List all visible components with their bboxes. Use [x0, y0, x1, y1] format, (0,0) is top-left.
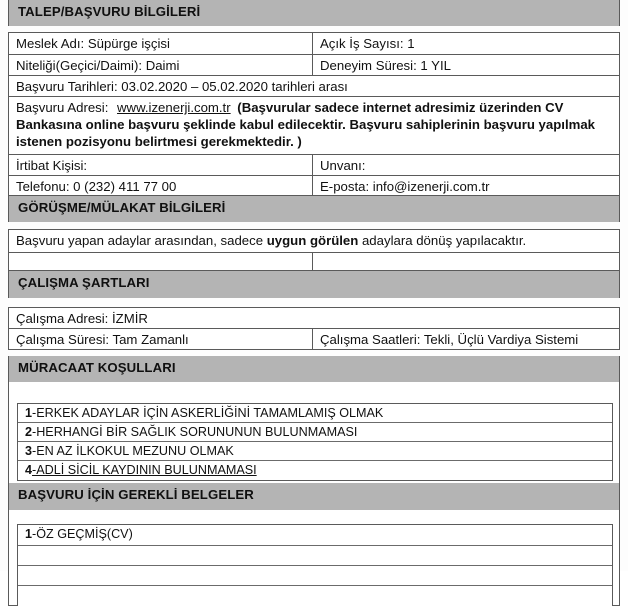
work-hours-value: Çalışma Saatleri: Tekli, Üçlü Vardiya Sistemi — [320, 332, 579, 347]
section-header-request-label: TALEP/BAŞVURU BİLGİLERİ — [18, 4, 201, 19]
row-interview-note — [8, 229, 620, 252]
section-header-application-conditions — [8, 356, 620, 382]
required-documents-area — [8, 524, 620, 606]
list-item-text: -EN AZ İLKOKUL MEZUNU OLMAK — [32, 444, 234, 458]
application-address-label: Başvuru Adresi: — [16, 100, 109, 115]
row-occupation — [8, 32, 620, 54]
row-nature — [8, 54, 620, 75]
interview-blank-left — [9, 253, 313, 270]
row-work-address — [8, 307, 620, 328]
row-application-dates — [8, 75, 620, 96]
list-item — [18, 566, 612, 586]
interview-note-part1: Başvuru yapan adaylar arasından, sadece — [16, 233, 267, 248]
application-conditions-area — [8, 403, 620, 483]
employment-nature-value: Niteliği(Geçici/Daimi): Daimi — [9, 55, 313, 75]
list-item — [18, 423, 612, 442]
required-documents-list — [17, 524, 613, 606]
list-item — [18, 442, 612, 461]
open-positions-value: Açık İş Sayısı: 1 — [320, 36, 415, 51]
list-item-text: -HERHANGİ BİR SAĞLIK SORUNUNUN BULUNMAMASI — [32, 425, 358, 439]
list-item — [18, 525, 612, 546]
required-documents-spacer — [8, 510, 620, 524]
section-header-required-documents-label: BAŞVURU İÇİN GEREKLİ BELGELER — [18, 487, 254, 502]
list-item — [18, 404, 612, 423]
work-address-value: Çalışma Adresi: İZMİR — [16, 311, 148, 326]
interview-note-part2: adaylara dönüş yapılacaktır. — [358, 233, 527, 248]
row-application-address — [8, 96, 620, 154]
application-address-link[interactable]: www.izenerji.com.tr — [117, 100, 231, 115]
list-item-text: -ÖZ GEÇMİŞ(CV) — [32, 527, 133, 541]
section-header-request — [8, 0, 620, 26]
section-header-application-conditions-label: MÜRACAAT KOŞULLARI — [18, 360, 176, 375]
row-contact-person — [8, 154, 620, 175]
list-item-text: -ADLİ SİCİL KAYDININ BULUNMAMASI — [32, 463, 257, 477]
experience-duration-value: Deneyim Süresi: 1 YIL — [320, 58, 451, 73]
email-value[interactable]: E-posta: info@izenerji.com.tr — [320, 179, 490, 194]
contact-person-label: İrtibat Kişisi: — [9, 155, 313, 175]
list-item — [18, 586, 612, 606]
contact-title-label: Unvanı: — [320, 158, 366, 173]
list-item-number: 1 — [25, 527, 33, 541]
list-item — [18, 461, 612, 480]
application-address-note: (Başvurular sadece internet adresimiz üzerinden CV Bankasına online başvuru şeklinde kabul edilecektir. Başvuru sahiplerinin başvuru yapılmak istenen pozisyonu belirtmesi gerekmektedir. ) — [16, 100, 596, 149]
application-conditions-list — [17, 403, 613, 481]
interview-note-cell — [9, 230, 619, 252]
section-header-interview-label: GÖRÜŞME/MÜLAKAT BİLGİLERİ — [18, 200, 226, 215]
interview-blank-right — [313, 253, 619, 270]
interview-note-emphasis: uygun görülen — [266, 233, 359, 248]
list-item-text: -ERKEK ADAYLAR İÇİN ASKERLİĞİNİ TAMAMLAMIŞ OLMAK — [32, 406, 384, 420]
list-item-number: 1 — [25, 406, 33, 420]
work-duration-value: Çalışma Süresi: Tam Zamanlı — [9, 329, 313, 349]
list-item-number: 3 — [25, 444, 33, 458]
list-item-number: 2 — [25, 425, 33, 439]
section-header-required-documents — [8, 483, 620, 510]
section-header-working-conditions — [8, 271, 620, 298]
application-conditions-spacer — [8, 382, 620, 403]
row-contact-details — [8, 175, 620, 196]
list-item — [18, 546, 612, 566]
application-dates-value: Başvuru Tarihleri: 03.02.2020 – 05.02.2020 tarihleri arası — [16, 79, 348, 94]
section-header-interview — [8, 196, 620, 222]
list-item-number: 4 — [25, 463, 33, 477]
row-interview-blank — [8, 252, 620, 271]
row-work-schedule — [8, 328, 620, 350]
job-posting-table — [8, 0, 620, 606]
occupation-value: Meslek Adı: Süpürge işçisi — [9, 33, 313, 54]
section-header-working-conditions-label: ÇALIŞMA ŞARTLARI — [18, 275, 150, 290]
phone-value: Telefonu: 0 (232) 411 77 00 — [9, 176, 313, 195]
application-address-cell — [9, 97, 619, 154]
